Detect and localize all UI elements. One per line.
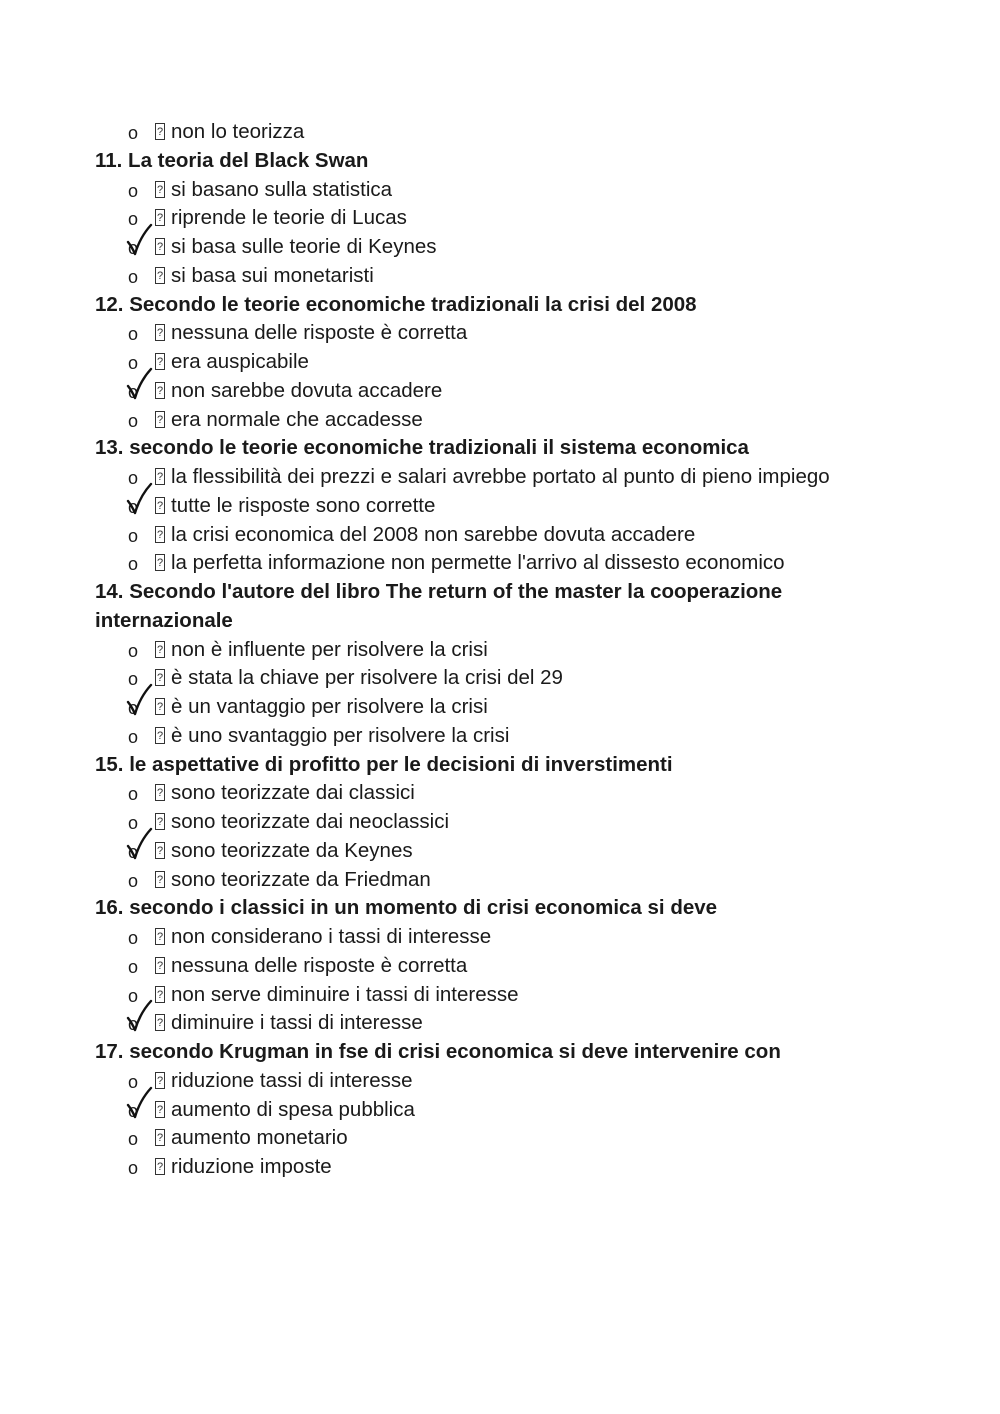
missing-glyph-icon xyxy=(155,928,165,945)
missing-glyph-icon xyxy=(155,238,165,255)
option-item xyxy=(95,636,925,665)
checkmark-icon xyxy=(126,367,152,401)
bullet-circle-icon: o xyxy=(128,496,139,517)
option-item xyxy=(95,981,925,1010)
option-text: era auspicabile xyxy=(171,350,309,373)
bullet-circle-icon: o xyxy=(128,525,139,546)
option-list xyxy=(95,463,925,578)
bullet-circle-icon: o xyxy=(128,813,139,833)
option-item xyxy=(95,406,925,435)
bullet-circle-icon: o xyxy=(128,180,139,201)
missing-glyph-icon xyxy=(155,554,165,571)
bullet-circle-icon: o xyxy=(128,669,139,690)
option-item xyxy=(95,521,925,550)
option-text: sono teorizzate da Keynes xyxy=(171,838,413,862)
missing-glyph-icon xyxy=(155,181,165,198)
missing-glyph-icon xyxy=(155,353,165,370)
option-item xyxy=(95,176,925,205)
question-12 xyxy=(95,291,925,435)
bullet-circle-icon: o xyxy=(128,1129,139,1150)
option-item-checked xyxy=(95,1009,925,1038)
quiz-content xyxy=(95,118,925,1182)
bullet-circle-icon: o xyxy=(128,870,139,891)
question-title: 12. Secondo le teorie economiche tradizionali la crisi del 2008 xyxy=(95,292,697,316)
bullet-circle-icon: o xyxy=(128,698,139,718)
option-text: è stata la chiave per risolvere la crisi del 29 xyxy=(171,666,563,690)
question-title: 14. Secondo l'autore del libro The return of the master la cooperazione internazionale xyxy=(95,580,783,632)
option-item xyxy=(95,1124,925,1153)
bullet-circle-icon: o xyxy=(128,1100,139,1121)
bullet-circle-icon: o xyxy=(128,956,139,977)
option-item-checked xyxy=(95,233,925,262)
bullet-circle-icon: o xyxy=(128,928,139,948)
missing-glyph-icon xyxy=(155,871,165,888)
option-item-checked xyxy=(95,377,925,406)
missing-glyph-icon xyxy=(155,526,165,543)
missing-glyph-icon xyxy=(155,813,165,830)
option-list xyxy=(95,779,925,894)
bullet-circle-icon: o xyxy=(128,123,139,143)
option-text: riprende le teorie di Lucas xyxy=(171,206,407,230)
option-item xyxy=(95,262,925,291)
option-item xyxy=(95,808,925,837)
question-title: 15. le aspettative di profitto per le decisioni di inverstimenti xyxy=(95,752,673,776)
option-text: la flessibilità dei prezzi e salari avrebbe portato al punto di pieno impiego xyxy=(171,465,830,488)
checkmark-icon xyxy=(126,683,152,717)
checkmark-icon xyxy=(126,482,152,516)
option-text: è uno svantaggio per risolvere la crisi xyxy=(171,723,510,747)
missing-glyph-icon xyxy=(155,1158,165,1175)
option-item xyxy=(95,348,925,377)
option-item xyxy=(95,319,925,348)
missing-glyph-icon xyxy=(155,957,165,974)
missing-glyph-icon xyxy=(155,1129,165,1146)
option-item xyxy=(95,722,925,751)
checkmark-icon xyxy=(126,827,152,861)
bullet-circle-icon: o xyxy=(128,784,139,805)
question-13 xyxy=(95,434,925,578)
option-item-checked xyxy=(95,492,925,521)
option-list xyxy=(95,923,925,1038)
bullet-circle-icon: o xyxy=(128,238,139,258)
checkmark-icon xyxy=(126,223,152,257)
missing-glyph-icon xyxy=(155,727,165,744)
bullet-circle-icon: o xyxy=(128,410,139,431)
option-item-checked xyxy=(95,693,925,722)
missing-glyph-icon xyxy=(155,842,165,859)
bullet-circle-icon: o xyxy=(128,353,139,373)
option-text: si basa sui monetaristi xyxy=(171,263,374,287)
option-text: era normale che accadesse xyxy=(171,407,423,431)
bullet-circle-icon: o xyxy=(128,324,139,345)
question-15 xyxy=(95,751,925,895)
bullet-circle-icon: o xyxy=(128,554,139,575)
missing-glyph-icon xyxy=(155,209,165,226)
option-item-checked xyxy=(95,837,925,866)
option-text: sono teorizzate dai neoclassici xyxy=(171,810,450,833)
bullet-circle-icon: o xyxy=(128,209,139,230)
option-text: nessuna delle risposte è corretta xyxy=(171,321,468,345)
option-text: non considerano i tassi di interesse xyxy=(171,925,492,948)
option-item xyxy=(95,1153,925,1182)
question-11 xyxy=(95,147,925,291)
option-text: non è influente per risolvere la crisi xyxy=(171,637,488,661)
option-item xyxy=(95,463,925,492)
bullet-circle-icon: o xyxy=(128,985,139,1006)
question-title: 11. La teoria del Black Swan xyxy=(95,148,369,172)
bullet-circle-icon: o xyxy=(128,1071,139,1092)
option-list xyxy=(95,636,925,751)
checkmark-icon xyxy=(126,1086,152,1120)
option-item xyxy=(95,779,925,808)
option-item xyxy=(95,118,925,147)
question-16 xyxy=(95,894,925,1038)
option-text: diminuire i tassi di interesse xyxy=(171,1011,423,1035)
option-text: sono teorizzate dai classici xyxy=(171,781,415,805)
missing-glyph-icon xyxy=(155,411,165,428)
missing-glyph-icon xyxy=(155,698,165,715)
checkmark-icon xyxy=(126,999,152,1033)
option-text: tutte le risposte sono corrette xyxy=(171,493,436,517)
option-item xyxy=(95,664,925,693)
bullet-circle-icon: o xyxy=(128,726,139,747)
question-17 xyxy=(95,1038,925,1182)
option-text: si basano sulla statistica xyxy=(171,177,393,201)
option-list xyxy=(95,319,925,434)
missing-glyph-icon xyxy=(155,267,165,284)
missing-glyph-icon xyxy=(155,123,165,140)
bullet-circle-icon: o xyxy=(128,1158,139,1178)
option-list xyxy=(95,176,925,291)
option-text: la crisi economica del 2008 non sarebbe dovuta accadere xyxy=(171,522,696,546)
missing-glyph-icon xyxy=(155,669,165,686)
bullet-circle-icon: o xyxy=(128,841,139,862)
bullet-circle-icon: o xyxy=(128,468,139,488)
missing-glyph-icon xyxy=(155,324,165,341)
option-text: si basa sulle teorie di Keynes xyxy=(171,235,437,258)
option-item xyxy=(95,952,925,981)
bullet-circle-icon: o xyxy=(128,640,139,661)
missing-glyph-icon xyxy=(155,1072,165,1089)
bullet-circle-icon: o xyxy=(128,1014,139,1035)
option-text: la perfetta informazione non permette l'arrivo al dissesto economico xyxy=(171,551,785,575)
question-title: 13. secondo le teorie economiche tradizionali il sistema economica xyxy=(95,436,749,460)
option-text: non sarebbe dovuta accadere xyxy=(171,378,443,402)
option-item xyxy=(95,866,925,895)
question-14 xyxy=(95,578,925,751)
missing-glyph-icon xyxy=(155,1014,165,1031)
orphan-option-list xyxy=(95,118,925,147)
option-list xyxy=(95,1067,925,1182)
missing-glyph-icon xyxy=(155,784,165,801)
option-item xyxy=(95,923,925,952)
option-text: non serve diminuire i tassi di interesse xyxy=(171,982,519,1006)
option-item xyxy=(95,549,925,578)
missing-glyph-icon xyxy=(155,468,165,485)
option-text: non lo teorizza xyxy=(171,120,305,143)
option-text: riduzione tassi di interesse xyxy=(171,1068,413,1092)
option-text: è un vantaggio per risolvere la crisi xyxy=(171,695,488,718)
question-title: 16. secondo i classici in un momento di crisi economica si deve xyxy=(95,896,718,920)
option-text: aumento di spesa pubblica xyxy=(171,1097,415,1121)
missing-glyph-icon xyxy=(155,1101,165,1118)
option-text: sono teorizzate da Friedman xyxy=(171,867,431,891)
missing-glyph-icon xyxy=(155,497,165,514)
missing-glyph-icon xyxy=(155,986,165,1003)
option-item-checked xyxy=(95,1096,925,1125)
option-text: riduzione imposte xyxy=(171,1155,332,1178)
missing-glyph-icon xyxy=(155,382,165,399)
option-item xyxy=(95,1067,925,1096)
question-title: 17. secondo Krugman in fse di crisi economica si deve intervenire con xyxy=(95,1040,781,1063)
bullet-circle-icon: o xyxy=(128,381,139,402)
bullet-circle-icon: o xyxy=(128,266,139,287)
missing-glyph-icon xyxy=(155,641,165,658)
option-text: nessuna delle risposte è corretta xyxy=(171,953,468,977)
option-text: aumento monetario xyxy=(171,1126,348,1150)
option-item xyxy=(95,204,925,233)
